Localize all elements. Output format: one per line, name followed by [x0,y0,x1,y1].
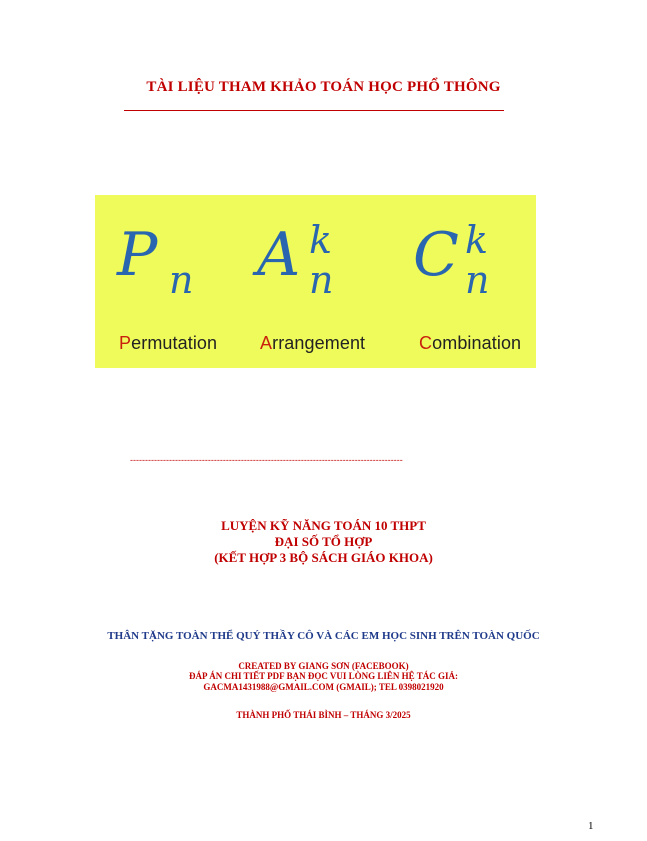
combination-symbol-sub: n [465,258,490,302]
dashed-divider: ------------------------------------------------------------------------------------------- [130,455,403,465]
permutation-rest: ermutation [131,333,218,353]
arrangement-symbol [257,218,334,302]
combination-rest: ombination [432,333,522,353]
combinatorics-banner [95,195,536,368]
combination-initial: C [419,333,433,353]
dedication-text: THÂN TẶNG TOÀN THỂ QUÝ THẦY CÔ VÀ CÁC EM HỌC SINH TRÊN TOÀN QUỐC [107,630,540,642]
course-title: LUYỆN KỸ NĂNG TOÁN 10 THPT [221,518,426,533]
permutation-initial: P [119,333,132,353]
place-date: THÀNH PHỐ THÁI BÌNH – THÁNG 3/2025 [236,710,411,720]
combination-symbol-sup: k [465,218,489,262]
title-underline [124,110,504,111]
document-title: TÀI LIỆU THAM KHẢO TOÁN HỌC PHỔ THÔNG [146,79,501,95]
arrangement-symbol-sup: k [309,218,333,262]
arrangement-label [260,333,365,354]
answer-contact-note: ĐÁP ÁN CHI TIẾT PDF BẠN ĐỌC VUI LÒNG LIÊN HỆ TÁC GIẢ: [188,671,459,681]
course-topic: ĐẠI SỐ TỔ HỢP [274,534,373,549]
permutation-symbol [117,220,194,302]
arrangement-symbol-sub: n [309,258,334,302]
combination-symbol-base: C [413,220,459,290]
course-note: (KẾT HỢP 3 BỘ SÁCH GIÁO KHOA) [214,550,433,565]
permutation-symbol-base: P [117,220,158,290]
combination-label [419,333,521,354]
arrangement-rest: rrangement [272,333,366,353]
arrangement-initial: A [260,333,273,353]
author-credit: CREATED BY GIANG SƠN (FACEBOOK) [238,661,409,671]
combination-symbol [413,218,490,302]
arrangement-symbol-base: A [257,220,301,290]
permutation-symbol-sub: n [169,258,194,302]
page-number: 1 [588,820,594,832]
permutation-label [119,333,217,354]
contact-info: GACMA1431988@GMAIL.COM (GMAIL); TEL 0398021920 [203,682,444,692]
